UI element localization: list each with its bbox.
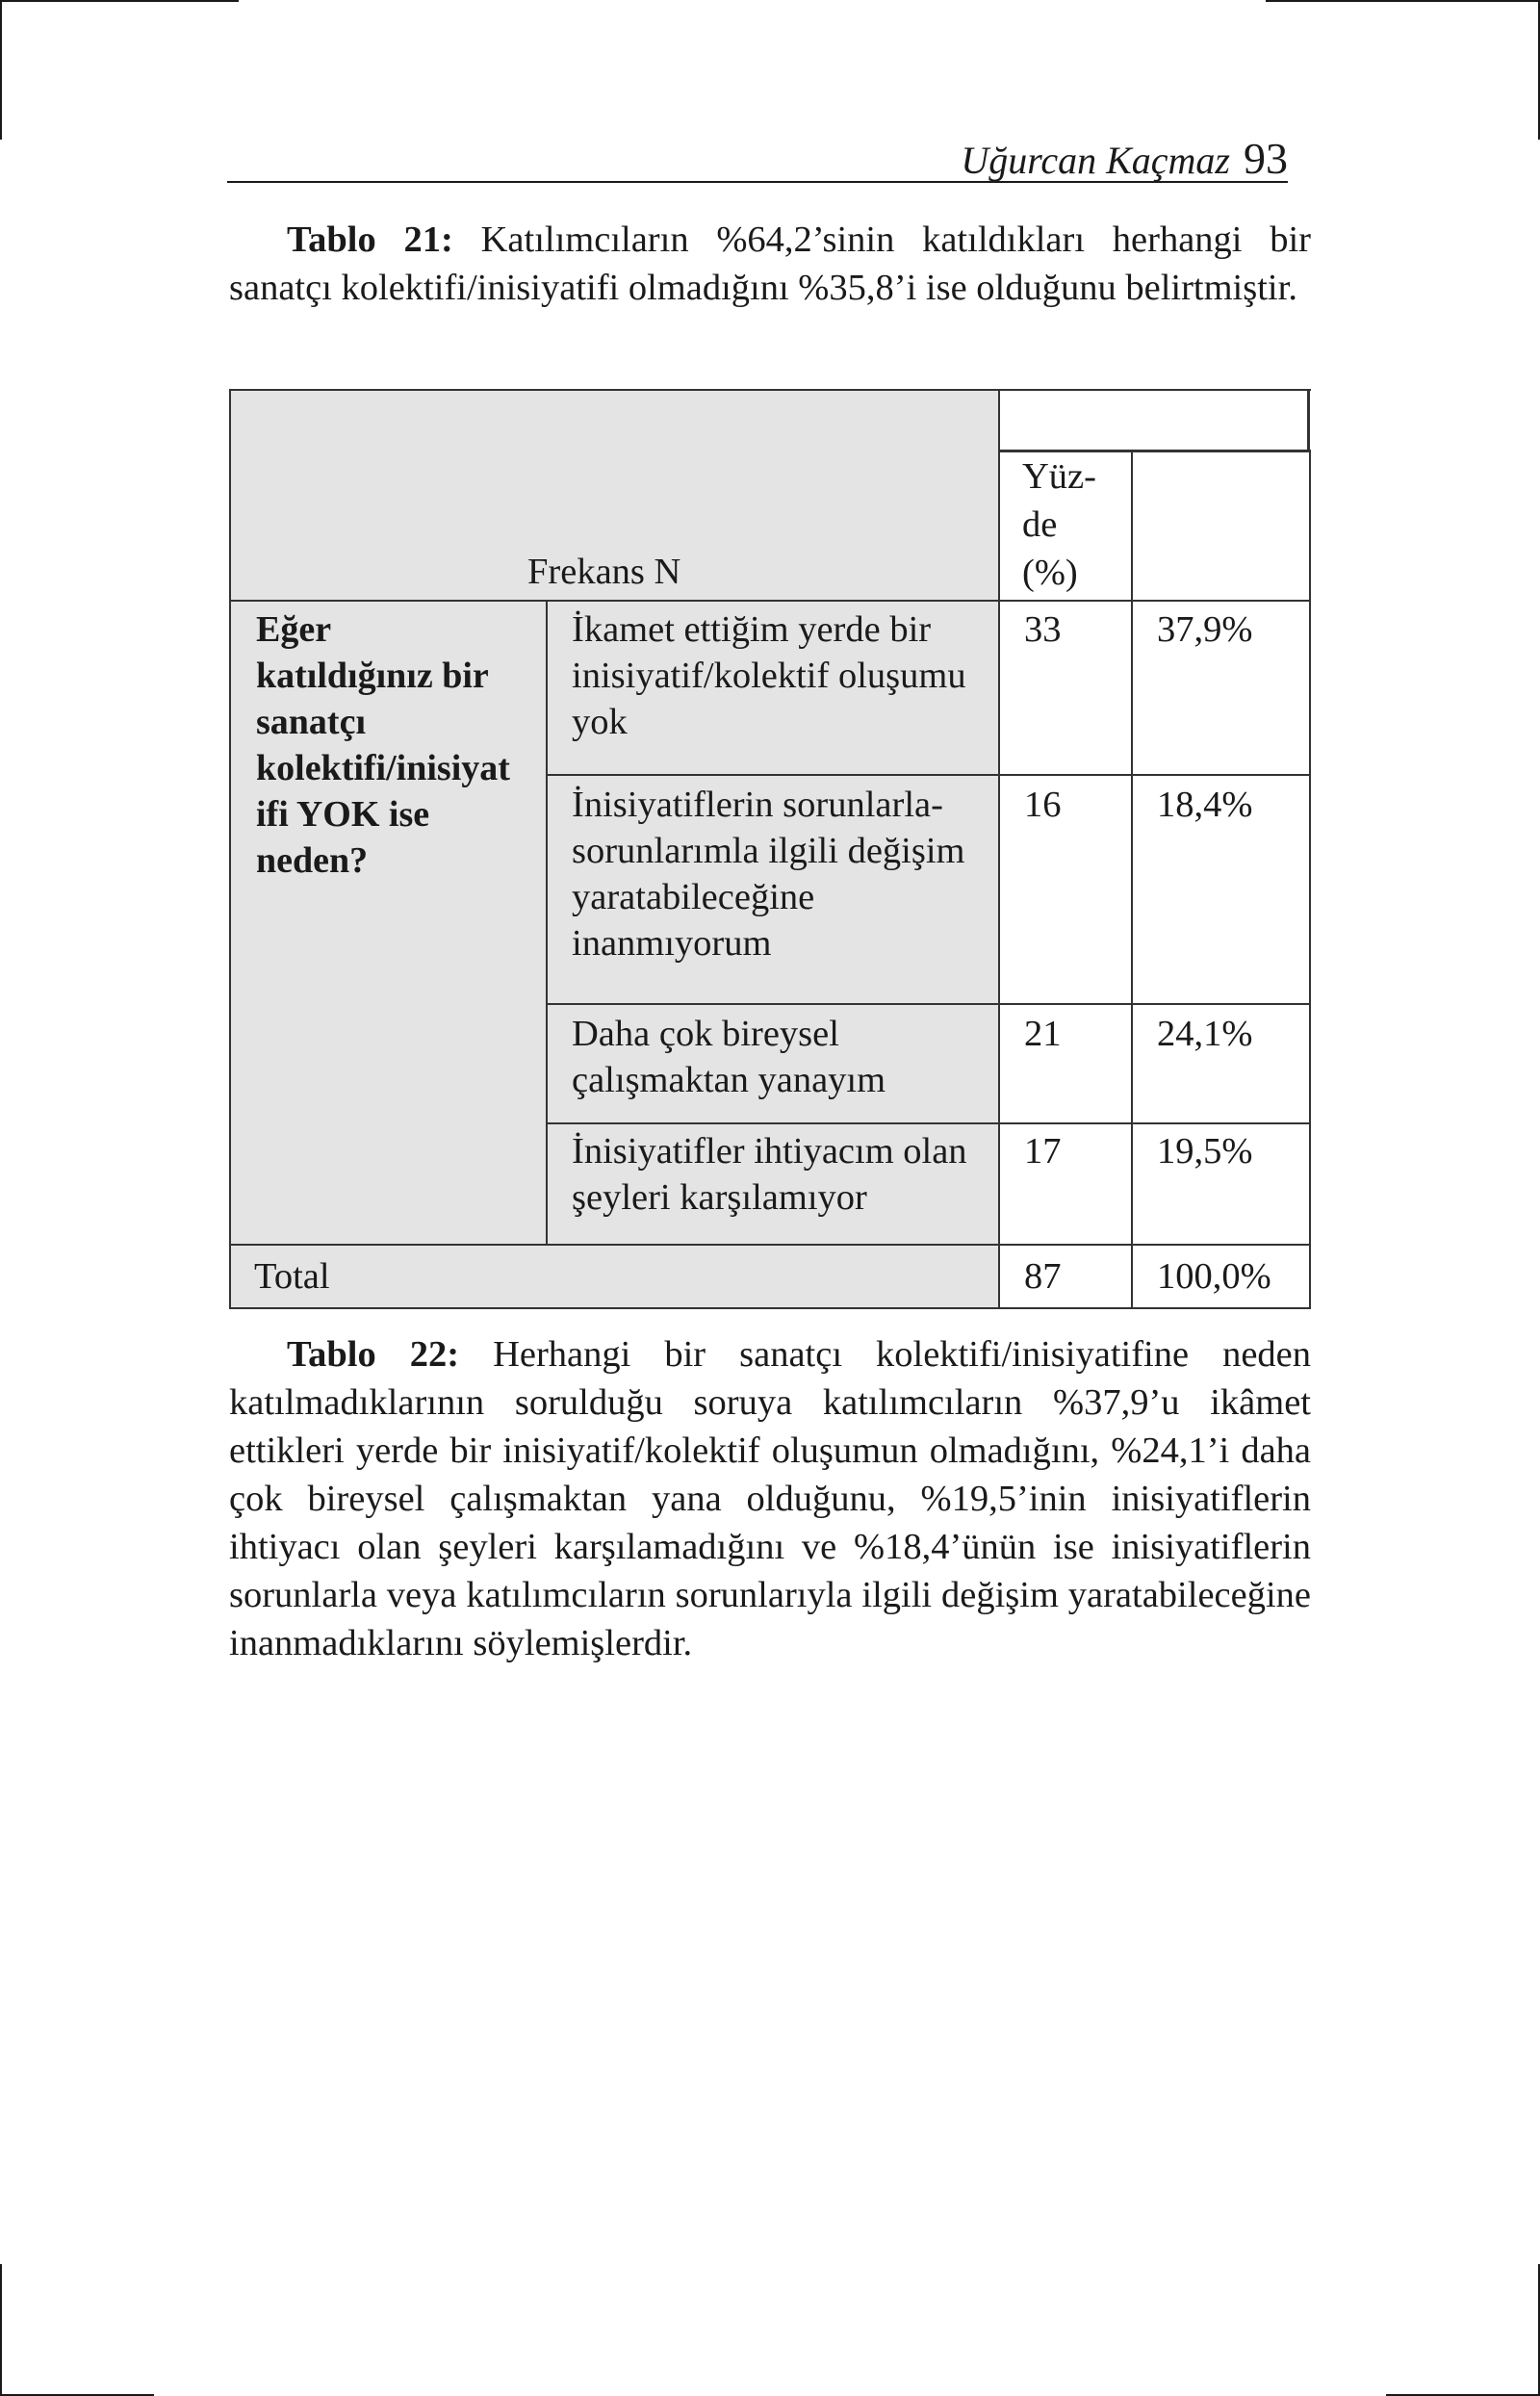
table-rule — [1131, 450, 1133, 1309]
row-label: Daha çok bireysel çalışmaktan yanayım — [572, 1014, 886, 1100]
row-pct: 24,1% — [1157, 1014, 1253, 1054]
row-label: İnisiyatifler ihtiyacım olan şeyleri karşılamıyor — [572, 1131, 967, 1218]
crop-mark — [1266, 0, 1540, 2]
crop-mark — [0, 0, 239, 2]
row-pct: 18,4% — [1157, 785, 1253, 825]
total-pct: 100,0% — [1157, 1256, 1271, 1297]
caption-tablo-21 — [229, 216, 1311, 312]
table-rule — [998, 389, 1000, 1309]
caption-text: Herhangi bir sanatçı kolektifi/inisiyatifine neden katılmadıklarının sorulduğu soruya katılımcıların %37,9’u ikâmet ettikleri yerde bir inisiyatif/kolektif oluşumun olmadığını, %24,1’i daha çok bireysel çalışmaktan yana olduğunu, %19,5’inin inisiyatiflerin ihtiyacı olan şeyleri karşılamadığını ve %18,4’ünün ise inisiyatiflerin sorunlarla veya katılımcıların sorunlarıyla ilgili değişim yaratabileceğine inanmadıklarını söylemişlerdir. — [229, 1334, 1312, 1663]
table-rule — [229, 1307, 1311, 1309]
row-label: İnisiyatiflerin sorunlarla-sorunlarımla ilgili değişim yaratabileceğine inanmıyorum — [572, 785, 965, 964]
row-n: 33 — [1024, 609, 1062, 650]
crop-mark — [0, 0, 2, 140]
row-pct: 37,9% — [1157, 609, 1253, 650]
table-rule — [547, 1122, 1311, 1124]
row-label: İkamet ettiğim yerde bir inisiyatif/kolektif oluşumu yok — [572, 609, 966, 742]
table-rule — [547, 1003, 1311, 1005]
crop-mark — [0, 2264, 2, 2396]
total-label: Total — [254, 1256, 330, 1297]
header-yuzde: Yüz-de (%) — [1022, 456, 1096, 593]
table-rule — [1307, 389, 1310, 452]
caption-tablo-22 — [229, 1330, 1311, 1667]
table-rule — [229, 1244, 1311, 1246]
table-rule — [229, 600, 1311, 602]
header-author: Uğurcan Kaçmaz — [961, 139, 1230, 182]
caption-label: Tablo 22: — [287, 1334, 460, 1375]
caption-text: Katılımcıların %64,2’sinin katıldıkları herhangi bir sanatçı kolektifi/inisiyatifi olmadığını %35,8’i ise olduğunu belirtmiştir. — [229, 219, 1311, 308]
total-n: 87 — [1024, 1256, 1062, 1297]
running-header — [227, 133, 1288, 183]
row-pct: 19,5% — [1157, 1131, 1253, 1172]
table-rule — [999, 450, 1311, 452]
caption-label: Tablo 21: — [287, 219, 453, 260]
table-rule — [229, 389, 231, 1309]
table-rule — [547, 774, 1311, 776]
table-rule — [546, 600, 548, 1245]
question-label: Eğer katıldığınız bir sanatçı kolektifi/inisiyatifi YOK ise neden? — [256, 609, 510, 881]
row-n: 17 — [1024, 1131, 1062, 1172]
page-number: 93 — [1244, 134, 1288, 183]
header-frekans: Frekans N — [527, 552, 681, 592]
table-rule — [1309, 450, 1311, 1309]
row-n: 16 — [1024, 785, 1062, 825]
row-n: 21 — [1024, 1014, 1062, 1054]
table-rule — [229, 389, 1311, 391]
